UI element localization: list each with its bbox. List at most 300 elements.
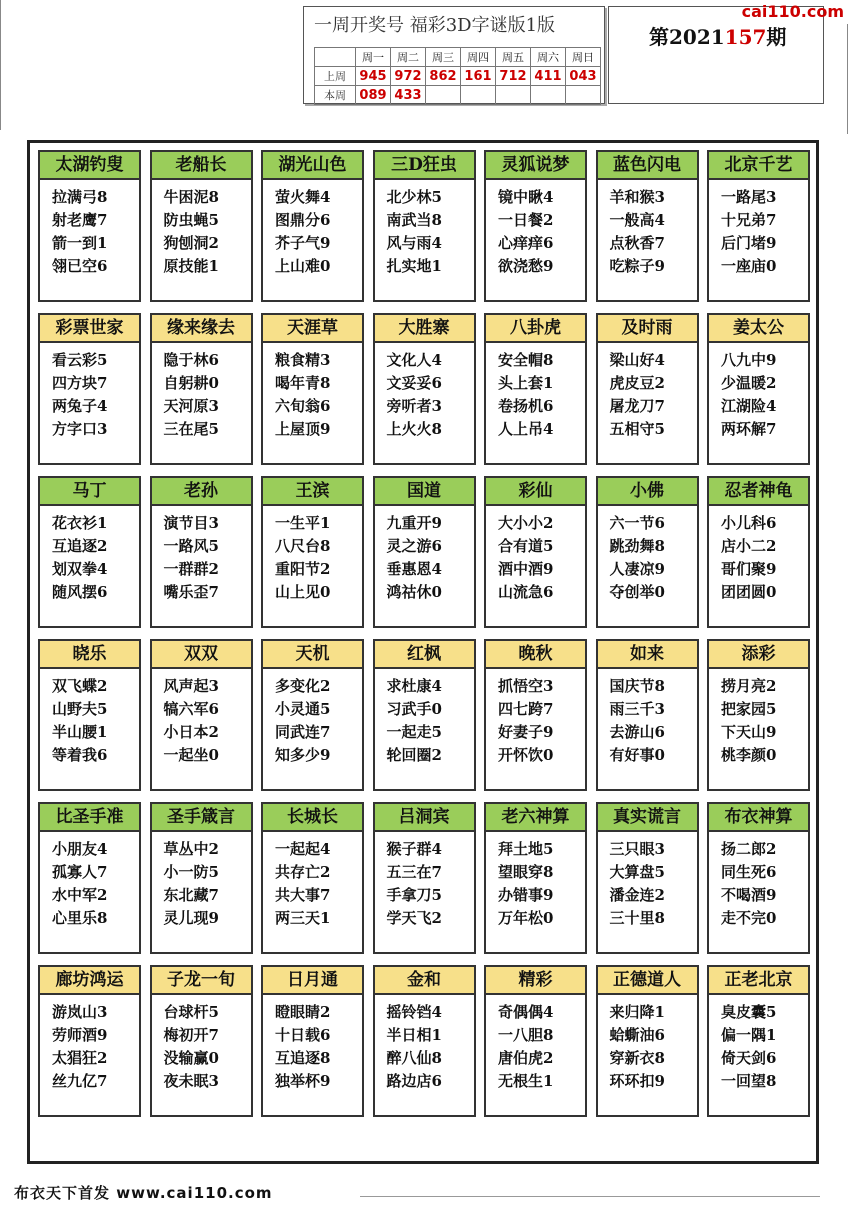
puzzle-card	[150, 313, 253, 465]
card-item: 翎已空6	[52, 257, 108, 275]
day-label: 周六	[531, 48, 566, 67]
card-title: 北京千艺	[709, 152, 808, 180]
card-item: 半日相1	[386, 1026, 442, 1044]
puzzle-card	[38, 802, 141, 954]
card-items	[263, 832, 362, 930]
card-item: 穿新衣8	[609, 1049, 665, 1067]
card-title: 红枫	[375, 641, 474, 669]
card-title: 长城长	[263, 804, 362, 832]
card-item: 五三在7	[386, 863, 442, 881]
card-item: 鸿祜休0	[386, 583, 442, 601]
card-items	[263, 180, 362, 278]
puzzle-card	[484, 476, 587, 628]
draw-number	[496, 86, 531, 105]
card-items	[40, 669, 139, 767]
card-item: 跳劲舞8	[609, 537, 665, 555]
puzzle-card	[38, 476, 141, 628]
card-item: 文化人4	[386, 351, 442, 369]
card-title: 小佛	[598, 478, 697, 506]
card-item: 犒六军6	[163, 700, 219, 718]
card-item: 孤寡人7	[52, 863, 108, 881]
card-item: 大算盘5	[609, 863, 665, 881]
card-item: 一群群2	[163, 560, 219, 578]
card-title: 金和	[375, 967, 474, 995]
card-item: 一生平1	[275, 514, 331, 532]
card-items	[486, 669, 585, 767]
card-item: 点秋香7	[609, 234, 665, 252]
draw-number	[566, 86, 601, 105]
card-title: 王滨	[263, 478, 362, 506]
card-item: 芥子气9	[275, 234, 331, 252]
card-item: 瞪眼睛2	[275, 1003, 331, 1021]
card-items	[152, 669, 251, 767]
card-item: 三在尾5	[163, 420, 219, 438]
card-item: 一起坐0	[163, 746, 219, 764]
card-title: 马丁	[40, 478, 139, 506]
card-items	[375, 180, 474, 278]
card-items	[263, 506, 362, 604]
card-item: 国庆节8	[609, 677, 665, 695]
puzzle-card	[261, 313, 364, 465]
draw-number	[461, 86, 496, 105]
puzzle-card	[373, 313, 476, 465]
card-items	[152, 343, 251, 441]
card-items	[152, 832, 251, 930]
puzzle-card	[261, 476, 364, 628]
card-item: 上山难0	[275, 257, 331, 275]
issue-number: 157	[724, 25, 767, 49]
puzzle-card	[261, 150, 364, 302]
card-items	[486, 506, 585, 604]
card-title: 晓乐	[40, 641, 139, 669]
puzzle-card	[373, 476, 476, 628]
draw-number	[531, 86, 566, 105]
card-items	[598, 669, 697, 767]
card-item: 自躬耕0	[163, 374, 219, 392]
card-item: 知多少9	[275, 746, 331, 764]
card-item: 梁山好4	[609, 351, 665, 369]
row-label: 本周	[315, 86, 356, 105]
card-item: 方字口3	[52, 420, 108, 438]
puzzle-card	[150, 476, 253, 628]
day-label: 周一	[356, 48, 391, 67]
this-week-row	[315, 86, 601, 105]
card-item: 求杜康4	[386, 677, 442, 695]
card-item: 山流急6	[498, 583, 554, 601]
card-item: 六一节6	[609, 514, 665, 532]
card-title: 大胜寨	[375, 315, 474, 343]
card-item: 猴子群4	[386, 840, 442, 858]
card-title: 廊坊鸿运	[40, 967, 139, 995]
footer-rule	[360, 1196, 820, 1197]
card-items	[709, 180, 808, 278]
card-item: 有好事0	[609, 746, 665, 764]
card-item: 风与雨4	[386, 234, 442, 252]
puzzle-card	[707, 639, 810, 791]
card-item: 抓悟空3	[498, 677, 554, 695]
card-item: 十兄弟7	[721, 211, 777, 229]
card-item: 一座庙0	[721, 257, 777, 275]
puzzle-card	[707, 476, 810, 628]
puzzle-card	[261, 802, 364, 954]
card-item: 同生死6	[721, 863, 777, 881]
card-item: 山上见0	[275, 583, 331, 601]
card-items	[263, 669, 362, 767]
card-item: 独举杯9	[275, 1072, 331, 1090]
card-title: 及时雨	[598, 315, 697, 343]
card-item: 一日餐2	[498, 211, 554, 229]
card-item: 去游山6	[609, 723, 665, 741]
card-item: 欲浇愁9	[498, 257, 554, 275]
puzzle-card	[484, 802, 587, 954]
card-item: 夺创举0	[609, 583, 665, 601]
card-item: 下天山9	[721, 723, 777, 741]
site-link[interactable]: cai110.com	[741, 2, 844, 21]
card-items	[709, 669, 808, 767]
card-title: 湖光山色	[263, 152, 362, 180]
card-item: 卷扬机6	[498, 397, 554, 415]
card-item: 牛困泥8	[163, 188, 219, 206]
card-item: 垂惠恩4	[386, 560, 442, 578]
card-item: 八九中9	[721, 351, 777, 369]
card-title: 老船长	[152, 152, 251, 180]
puzzle-card	[150, 802, 253, 954]
card-title: 双双	[152, 641, 251, 669]
card-item: 三只眼3	[609, 840, 665, 858]
card-item: 人上吊4	[498, 420, 554, 438]
card-item: 不喝酒9	[721, 886, 777, 904]
card-item: 箭一到1	[52, 234, 108, 252]
day-label: 周二	[391, 48, 426, 67]
card-items	[152, 180, 251, 278]
card-item: 太猖狂2	[52, 1049, 108, 1067]
card-item: 南武当8	[386, 211, 442, 229]
header-title: 一周开奖号 福彩3D字谜版1版	[314, 15, 556, 36]
puzzle-card	[373, 802, 476, 954]
draw-number: 862	[426, 67, 461, 86]
card-item: 随风摆6	[52, 583, 108, 601]
puzzle-card	[373, 965, 476, 1117]
card-title: 精彩	[486, 967, 585, 995]
card-title: 老孙	[152, 478, 251, 506]
card-item: 来归降1	[609, 1003, 665, 1021]
card-item: 共大事7	[275, 886, 331, 904]
card-item: 四方块7	[52, 374, 108, 392]
card-item: 望眼穿8	[498, 863, 554, 881]
card-item: 狗刨洞2	[163, 234, 219, 252]
card-item: 半山腰1	[52, 723, 108, 741]
card-item: 两三天1	[275, 909, 331, 927]
card-item: 丝九亿7	[52, 1072, 108, 1090]
card-item: 一八胆8	[498, 1026, 554, 1044]
card-item: 酒中酒9	[498, 560, 554, 578]
card-item: 捞月亮2	[721, 677, 777, 695]
card-items	[40, 832, 139, 930]
card-item: 等着我6	[52, 746, 108, 764]
day-header-row	[315, 48, 601, 67]
card-item: 江湖险4	[721, 397, 777, 415]
card-item: 台球杆5	[163, 1003, 219, 1021]
card-item: 屠龙刀7	[609, 397, 665, 415]
card-title: 比圣手准	[40, 804, 139, 832]
card-item: 北少林5	[386, 188, 442, 206]
draw-number: 089	[356, 86, 391, 105]
card-item: 万年松0	[498, 909, 554, 927]
card-item: 小朋友4	[52, 840, 108, 858]
card-items	[598, 343, 697, 441]
card-item: 互追逐2	[52, 537, 108, 555]
row-label: 上周	[315, 67, 356, 86]
card-item: 拉满弓8	[52, 188, 108, 206]
card-title: 天机	[263, 641, 362, 669]
puzzle-card	[707, 965, 810, 1117]
card-item: 五相守5	[609, 420, 665, 438]
card-item: 两环解7	[721, 420, 777, 438]
card-item: 蛤蟖油6	[609, 1026, 665, 1044]
card-items	[486, 343, 585, 441]
card-item: 灵之游6	[386, 537, 442, 555]
card-item: 团团圆0	[721, 583, 777, 601]
card-item: 草丛中2	[163, 840, 219, 858]
card-item: 划双拳4	[52, 560, 108, 578]
card-item: 走不完0	[721, 909, 777, 927]
card-items	[486, 832, 585, 930]
card-title: 真实谎言	[598, 804, 697, 832]
puzzle-card	[484, 639, 587, 791]
card-item: 梅初开7	[163, 1026, 219, 1044]
card-title: 布衣神算	[709, 804, 808, 832]
card-item: 扬二郎2	[721, 840, 777, 858]
puzzle-card	[373, 150, 476, 302]
card-item: 扎实地1	[386, 257, 442, 275]
card-item: 偏一隅1	[721, 1026, 777, 1044]
card-title: 吕洞宾	[375, 804, 474, 832]
card-item: 后门堵9	[721, 234, 777, 252]
card-item: 开怀饮0	[498, 746, 554, 764]
card-item: 虎皮豆2	[609, 374, 665, 392]
card-title: 彩票世家	[40, 315, 139, 343]
puzzle-card	[596, 313, 699, 465]
puzzle-card	[596, 639, 699, 791]
card-item: 好妻子9	[498, 723, 554, 741]
card-title: 灵狐说梦	[486, 152, 585, 180]
card-title: 缘来缘去	[152, 315, 251, 343]
card-item: 风声起3	[163, 677, 219, 695]
puzzle-card	[484, 965, 587, 1117]
card-title: 如来	[598, 641, 697, 669]
draw-number: 043	[566, 67, 601, 86]
puzzle-card	[38, 313, 141, 465]
card-item: 一起起4	[275, 840, 331, 858]
card-item: 臭皮囊5	[721, 1003, 777, 1021]
day-label: 周五	[496, 48, 531, 67]
card-title: 三D狂虫	[375, 152, 474, 180]
card-item: 一路尾3	[721, 188, 777, 206]
card-items	[709, 506, 808, 604]
card-items	[375, 995, 474, 1093]
card-item: 三十里8	[609, 909, 665, 927]
card-item: 夜未眠3	[163, 1072, 219, 1090]
card-item: 重阳节2	[275, 560, 331, 578]
card-title: 添彩	[709, 641, 808, 669]
card-item: 同武连7	[275, 723, 331, 741]
card-item: 把家园5	[721, 700, 777, 718]
card-item: 人凄凉9	[609, 560, 665, 578]
card-item: 环环扣9	[609, 1072, 665, 1090]
puzzle-card	[150, 639, 253, 791]
card-item: 九重开9	[386, 514, 442, 532]
card-items	[486, 995, 585, 1093]
card-title: 蓝色闪电	[598, 152, 697, 180]
card-item: 灵儿现9	[163, 909, 219, 927]
footer-text: 布衣天下首发 www.cai110.com	[14, 1184, 273, 1202]
card-item: 天河原3	[163, 397, 219, 415]
puzzle-card	[38, 639, 141, 791]
card-items	[263, 995, 362, 1093]
weekly-numbers-table	[314, 47, 601, 105]
issue-prefix: 第2021	[649, 25, 725, 49]
card-item: 哥们聚9	[721, 560, 777, 578]
draw-number: 161	[461, 67, 496, 86]
card-item: 萤火舞4	[275, 188, 331, 206]
puzzle-card	[261, 965, 364, 1117]
card-item: 学天飞2	[386, 909, 442, 927]
card-item: 头上套1	[498, 374, 554, 392]
card-title: 太湖钓叟	[40, 152, 139, 180]
card-title: 天涯草	[263, 315, 362, 343]
card-items	[709, 343, 808, 441]
day-label: 周三	[426, 48, 461, 67]
card-items	[375, 343, 474, 441]
card-items	[709, 995, 808, 1093]
card-item: 习武手0	[386, 700, 442, 718]
card-item: 唐伯虎2	[498, 1049, 554, 1067]
card-item: 花衣衫1	[52, 514, 108, 532]
card-item: 潘金连2	[609, 886, 665, 904]
card-item: 桃李颜0	[721, 746, 777, 764]
card-item: 劳师酒9	[52, 1026, 108, 1044]
card-item: 小一防5	[163, 863, 219, 881]
puzzle-card	[596, 150, 699, 302]
puzzle-card	[38, 965, 141, 1117]
card-items	[486, 180, 585, 278]
card-items	[598, 832, 697, 930]
card-title: 正老北京	[709, 967, 808, 995]
left-border-line	[0, 0, 11, 130]
card-title: 姜太公	[709, 315, 808, 343]
card-item: 共存亡2	[275, 863, 331, 881]
card-item: 文妥妥6	[386, 374, 442, 392]
draw-number: 411	[531, 67, 566, 86]
last-week-row	[315, 67, 601, 86]
card-title: 日月通	[263, 967, 362, 995]
card-item: 六旬翁6	[275, 397, 331, 415]
card-item: 十日载6	[275, 1026, 331, 1044]
card-item: 小灵通5	[275, 700, 331, 718]
card-item: 上火火8	[386, 420, 442, 438]
card-item: 轮回圈2	[386, 746, 442, 764]
card-item: 八尺台8	[275, 537, 331, 555]
card-item: 山野夫5	[52, 700, 108, 718]
card-items	[40, 995, 139, 1093]
card-item: 小儿科6	[721, 514, 777, 532]
card-item: 图鼎分6	[275, 211, 331, 229]
card-item: 一般高4	[609, 211, 665, 229]
card-item: 路边店6	[386, 1072, 442, 1090]
card-item: 多变化2	[275, 677, 331, 695]
card-title: 晚秋	[486, 641, 585, 669]
card-title: 圣手箴言	[152, 804, 251, 832]
card-item: 醉八仙8	[386, 1049, 442, 1067]
card-item: 安全帽8	[498, 351, 554, 369]
puzzle-card	[261, 639, 364, 791]
card-item: 镜中瞅4	[498, 188, 554, 206]
card-item: 东北藏7	[163, 886, 219, 904]
card-item: 合有道5	[498, 537, 554, 555]
puzzle-card	[150, 965, 253, 1117]
card-item: 一起走5	[386, 723, 442, 741]
card-item: 原技能1	[163, 257, 219, 275]
draw-number: 972	[391, 67, 426, 86]
card-title: 忍者神龟	[709, 478, 808, 506]
card-items	[40, 180, 139, 278]
card-items	[709, 832, 808, 930]
card-items	[263, 343, 362, 441]
card-item: 旁听者3	[386, 397, 442, 415]
draw-number: 433	[391, 86, 426, 105]
card-items	[375, 832, 474, 930]
puzzle-card	[596, 476, 699, 628]
puzzle-card	[707, 313, 810, 465]
issue-label	[649, 21, 786, 50]
card-item: 隐于林6	[163, 351, 219, 369]
puzzle-card	[150, 150, 253, 302]
card-item: 没输赢0	[163, 1049, 219, 1067]
puzzle-card	[38, 150, 141, 302]
card-items	[152, 506, 251, 604]
card-item: 喝年青8	[275, 374, 331, 392]
puzzle-card	[596, 802, 699, 954]
card-item: 店小二2	[721, 537, 777, 555]
card-item: 嘴乐歪7	[163, 583, 219, 601]
card-item: 水中军2	[52, 886, 108, 904]
card-item: 大小小2	[498, 514, 554, 532]
card-item: 两兔子4	[52, 397, 108, 415]
puzzle-card	[373, 639, 476, 791]
puzzle-card	[596, 965, 699, 1117]
card-item: 倚天剑6	[721, 1049, 777, 1067]
card-item: 心里乐8	[52, 909, 108, 927]
card-item: 一路风5	[163, 537, 219, 555]
card-item: 四七跨7	[498, 700, 554, 718]
card-item: 吃粽子9	[609, 257, 665, 275]
card-item: 羊和猴3	[609, 188, 665, 206]
card-item: 一回望8	[721, 1072, 777, 1090]
card-item: 看云彩5	[52, 351, 108, 369]
card-item: 摇铃铛4	[386, 1003, 442, 1021]
card-item: 奇偶偶4	[498, 1003, 554, 1021]
card-item: 互追逐8	[275, 1049, 331, 1067]
card-item: 少温暖2	[721, 374, 777, 392]
card-item: 心痒痒6	[498, 234, 554, 252]
card-item: 上屋顶9	[275, 420, 331, 438]
card-title: 子龙一旬	[152, 967, 251, 995]
card-item: 手拿刀5	[386, 886, 442, 904]
card-items	[598, 506, 697, 604]
card-items	[40, 506, 139, 604]
weekly-draw-box	[303, 6, 605, 104]
card-item: 射老鹰7	[52, 211, 108, 229]
